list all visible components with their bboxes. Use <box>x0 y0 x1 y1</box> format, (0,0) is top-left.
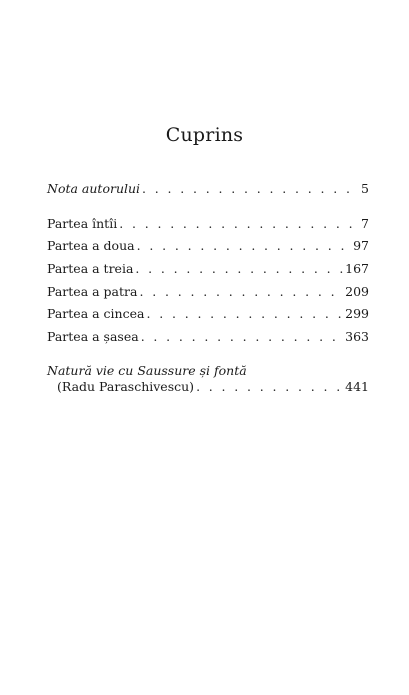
toc-entry-label: Partea a șasea <box>47 329 139 344</box>
dot-leader <box>142 181 359 196</box>
toc-entry-afterword <box>57 379 369 397</box>
dot-leader <box>196 379 343 394</box>
toc-entry-page: 209 <box>345 284 369 299</box>
page-title: Cuprins <box>165 124 244 146</box>
toc-entry-page: 299 <box>345 306 369 321</box>
toc-entry-part-6 <box>47 329 369 347</box>
toc-entry-page: 167 <box>345 261 369 276</box>
dot-leader <box>146 306 343 321</box>
toc-entry-author-note <box>47 181 369 199</box>
toc-entry-page: 363 <box>345 329 369 344</box>
toc-entry-label: Partea a cincea <box>47 306 145 321</box>
toc-entry-label: (Radu Paraschivescu) <box>57 379 195 394</box>
toc-entry-label: Partea a treia <box>47 261 134 276</box>
toc-entry-page: 441 <box>345 379 369 394</box>
toc-entry-part-3 <box>47 261 369 279</box>
toc-entry-page: 7 <box>361 216 369 231</box>
toc-entry-page: 97 <box>353 238 369 253</box>
toc-entry-part-1 <box>47 216 369 234</box>
toc-entry-label: Partea a doua <box>47 238 135 253</box>
toc-entry-afterword-title: Natură vie cu Saussure și fontă <box>47 363 247 378</box>
toc-entry-part-2 <box>47 238 369 256</box>
toc-entry-label: Nota autorului <box>47 181 141 196</box>
toc-entry-label: Partea întîi <box>47 216 118 231</box>
dot-leader <box>139 284 343 299</box>
toc-entry-label: Partea a patra <box>47 284 138 299</box>
dot-leader <box>135 261 343 276</box>
toc-entry-page: 5 <box>361 181 369 196</box>
dot-leader <box>141 329 343 344</box>
dot-leader <box>119 216 359 231</box>
toc-entry-part-4 <box>47 284 369 302</box>
toc-entry-part-5 <box>47 306 369 324</box>
dot-leader <box>137 238 352 253</box>
